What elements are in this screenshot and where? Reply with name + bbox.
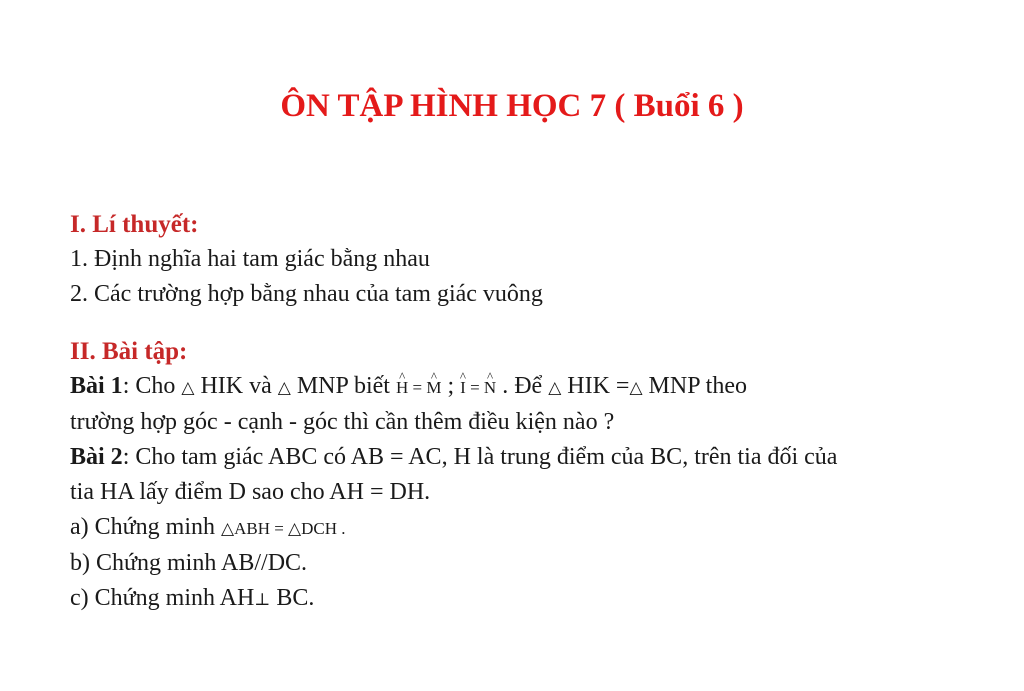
ex1-eq-1: = xyxy=(408,378,427,397)
exercise-1-line-2: trường hợp góc - cạnh - góc thì cần thêm điều kiện nào ? xyxy=(70,409,615,435)
ex2a-text: a) Chứng minh xyxy=(70,514,221,540)
theory-item-2: 2. Các trường hợp bằng nhau của tam giác vuông xyxy=(70,281,543,307)
angle-h: H ^ xyxy=(396,370,408,405)
exercise-2c xyxy=(70,581,970,617)
theory-item-1: 1. Định nghĩa hai tam giác bằng nhau xyxy=(70,246,430,272)
ex1-text-1: : Cho xyxy=(122,373,182,399)
ex2c-text: c) Chứng minh AH xyxy=(70,585,255,611)
ex1-text-3: biết xyxy=(347,373,396,399)
exercise-1-label: Bài 1 xyxy=(70,373,123,399)
exercise-1-line-1 xyxy=(70,369,970,405)
document-body xyxy=(70,207,970,617)
ex1-eq-2: = xyxy=(465,378,484,397)
ex1-mnp: MNP xyxy=(296,373,348,399)
perpendicular-symbol: ⊥ xyxy=(254,590,271,609)
exercises-heading: II. Bài tập: xyxy=(70,338,188,365)
ex2c-end: BC. xyxy=(270,585,315,611)
ex1-text-2: và xyxy=(243,373,278,399)
ex1-semicolon: ; xyxy=(441,373,461,399)
exercise-2b: b) Chứng minh AB//DC. xyxy=(70,550,308,576)
ex2-text-1: : Cho tam giác ABC có AB = AC, H là trung điểm của BC, trên tia đối của xyxy=(122,444,838,470)
exercise-2-line-1 xyxy=(70,440,970,475)
ex1-hik: HIK xyxy=(200,373,244,399)
exercise-2-line-2: tia HA lấy điểm D sao cho AH = DH. xyxy=(70,479,431,505)
page-title: ÔN TẬP HÌNH HỌC 7 ( Buổi 6 ) xyxy=(280,88,744,124)
triangle-symbol: △ xyxy=(181,378,195,397)
ex2a-expression: △ABH = △DCH . xyxy=(221,519,346,538)
angle-i: I ^ xyxy=(460,370,466,405)
angle-n: N ^ xyxy=(484,370,496,405)
exercise-2-label: Bài 2 xyxy=(70,444,123,470)
exercise-2a xyxy=(70,510,970,546)
angle-m: M ^ xyxy=(426,370,441,405)
ex1-text-6: MNP theo xyxy=(648,373,747,399)
ex1-text-4: . Để xyxy=(496,373,549,399)
ex1-text-5: HIK = xyxy=(567,373,630,399)
triangle-symbol: △ xyxy=(629,378,643,397)
theory-heading: I. Lí thuyết: xyxy=(70,211,199,238)
triangle-symbol: △ xyxy=(277,378,291,397)
triangle-symbol: △ xyxy=(548,378,562,397)
